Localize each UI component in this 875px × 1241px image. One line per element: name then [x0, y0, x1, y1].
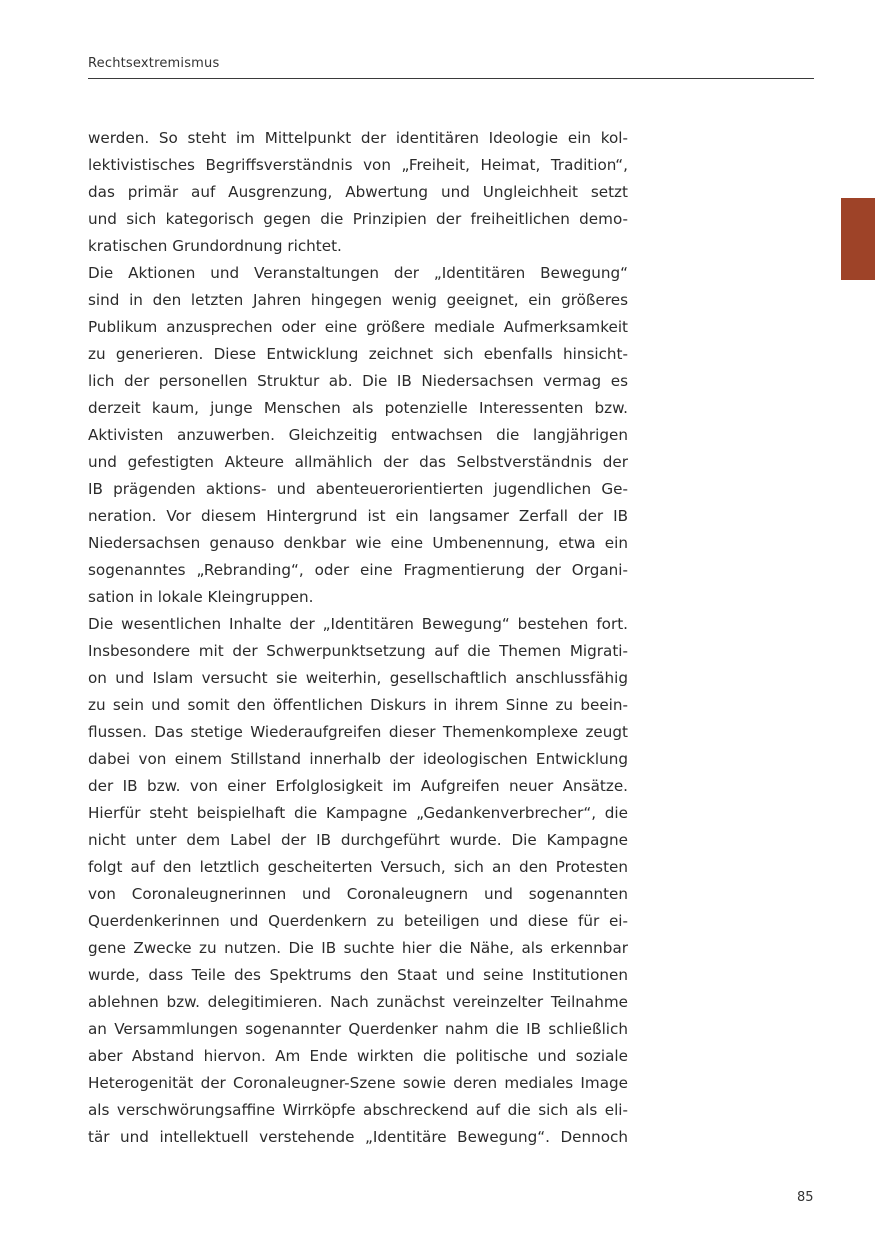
text-line: Heterogenität der Coronaleugner-Szene sowie deren mediales Image	[88, 1074, 628, 1092]
text-line: lektivistisches Begriffsverständnis von „Freiheit, Heimat, Tradition“,	[88, 156, 628, 174]
text-line: und gefestigten Akteure allmählich der das Selbstverständnis der	[88, 453, 628, 471]
text-line: als verschwörungsaffine Wirrköpfe abschreckend auf die sich als eli-	[88, 1101, 628, 1119]
text-line: Querdenkerinnen und Querdenkern zu beteiligen und diese für ei-	[88, 912, 628, 930]
text-line: sind in den letzten Jahren hingegen wenig geeignet, ein größeres	[88, 291, 628, 309]
text-line: derzeit kaum, junge Menschen als potenzielle Interessenten bzw.	[88, 399, 628, 417]
text-line: tär und intellektuell verstehende „Identitäre Bewegung“. Dennoch	[88, 1128, 628, 1146]
text-line: kratischen Grundordnung richtet.	[88, 237, 342, 255]
text-line: IB prägenden aktions- und abenteuerorientierten jugendlichen Ge-	[88, 480, 628, 498]
text-line: Publikum anzusprechen oder eine größere mediale Aufmerksamkeit	[88, 318, 628, 336]
text-line: das primär auf Ausgrenzung, Abwertung und Ungleichheit setzt	[88, 183, 628, 201]
text-line: der IB bzw. von einer Erfolglosigkeit im Aufgreifen neuer Ansätze.	[88, 777, 628, 795]
text-line: werden. So steht im Mittelpunkt der identitären Ideologie ein kol-	[88, 129, 628, 147]
page-number: 85	[797, 1190, 814, 1205]
text-line: zu generieren. Diese Entwicklung zeichnet sich ebenfalls hinsicht-	[88, 345, 628, 363]
text-line: nicht unter dem Label der IB durchgeführt wurde. Die Kampagne	[88, 831, 628, 849]
text-line: von Coronaleugnerinnen und Coronaleugnern und sogenannten	[88, 885, 628, 903]
text-line: Niedersachsen genauso denkbar wie eine Umbenennung, etwa ein	[88, 534, 628, 552]
text-line: sation in lokale Kleingruppen.	[88, 588, 314, 606]
text-line: Insbesondere mit der Schwerpunktsetzung auf die Themen Migrati-	[88, 642, 628, 660]
text-line: Hierfür steht beispielhaft die Kampagne „Gedankenverbrecher“, die	[88, 804, 628, 822]
body-text	[88, 125, 628, 1151]
text-line: flussen. Das stetige Wiederaufgreifen dieser Themenkomplexe zeugt	[88, 723, 628, 741]
chapter-tab-marker	[841, 198, 875, 280]
text-line: an Versammlungen sogenannter Querdenker nahm die IB schließlich	[88, 1020, 628, 1038]
text-line: on und Islam versucht sie weiterhin, gesellschaftlich anschlussfähig	[88, 669, 628, 687]
text-line: Die wesentlichen Inhalte der „Identitären Bewegung“ bestehen fort.	[88, 615, 628, 633]
text-line: sogenanntes „Rebranding“, oder eine Fragmentierung der Organi-	[88, 561, 628, 579]
text-line: folgt auf den letztlich gescheiterten Versuch, sich an den Protesten	[88, 858, 628, 876]
text-line: Die Aktionen und Veranstaltungen der „Identitären Bewegung“	[88, 264, 628, 282]
text-line: aber Abstand hiervon. Am Ende wirkten die politische und soziale	[88, 1047, 628, 1065]
text-line: gene Zwecke zu nutzen. Die IB suchte hier die Nähe, als erkennbar	[88, 939, 628, 957]
text-line: ablehnen bzw. delegitimieren. Nach zunächst vereinzelter Teilnahme	[88, 993, 628, 1011]
text-line: wurde, dass Teile des Spektrums den Staat und seine Institutionen	[88, 966, 628, 984]
text-line: Aktivisten anzuwerben. Gleichzeitig entwachsen die langjährigen	[88, 426, 628, 444]
header-rule	[88, 78, 814, 79]
text-line: und sich kategorisch gegen die Prinzipien der freiheitlichen demo-	[88, 210, 628, 228]
text-line: zu sein und somit den öffentlichen Diskurs in ihrem Sinne zu beein-	[88, 696, 628, 714]
text-line: dabei von einem Stillstand innerhalb der ideologischen Entwicklung	[88, 750, 628, 768]
text-line: lich der personellen Struktur ab. Die IB Niedersachsen vermag es	[88, 372, 628, 390]
text-line: neration. Vor diesem Hintergrund ist ein langsamer Zerfall der IB	[88, 507, 628, 525]
running-header: Rechtsextremismus	[88, 56, 220, 71]
